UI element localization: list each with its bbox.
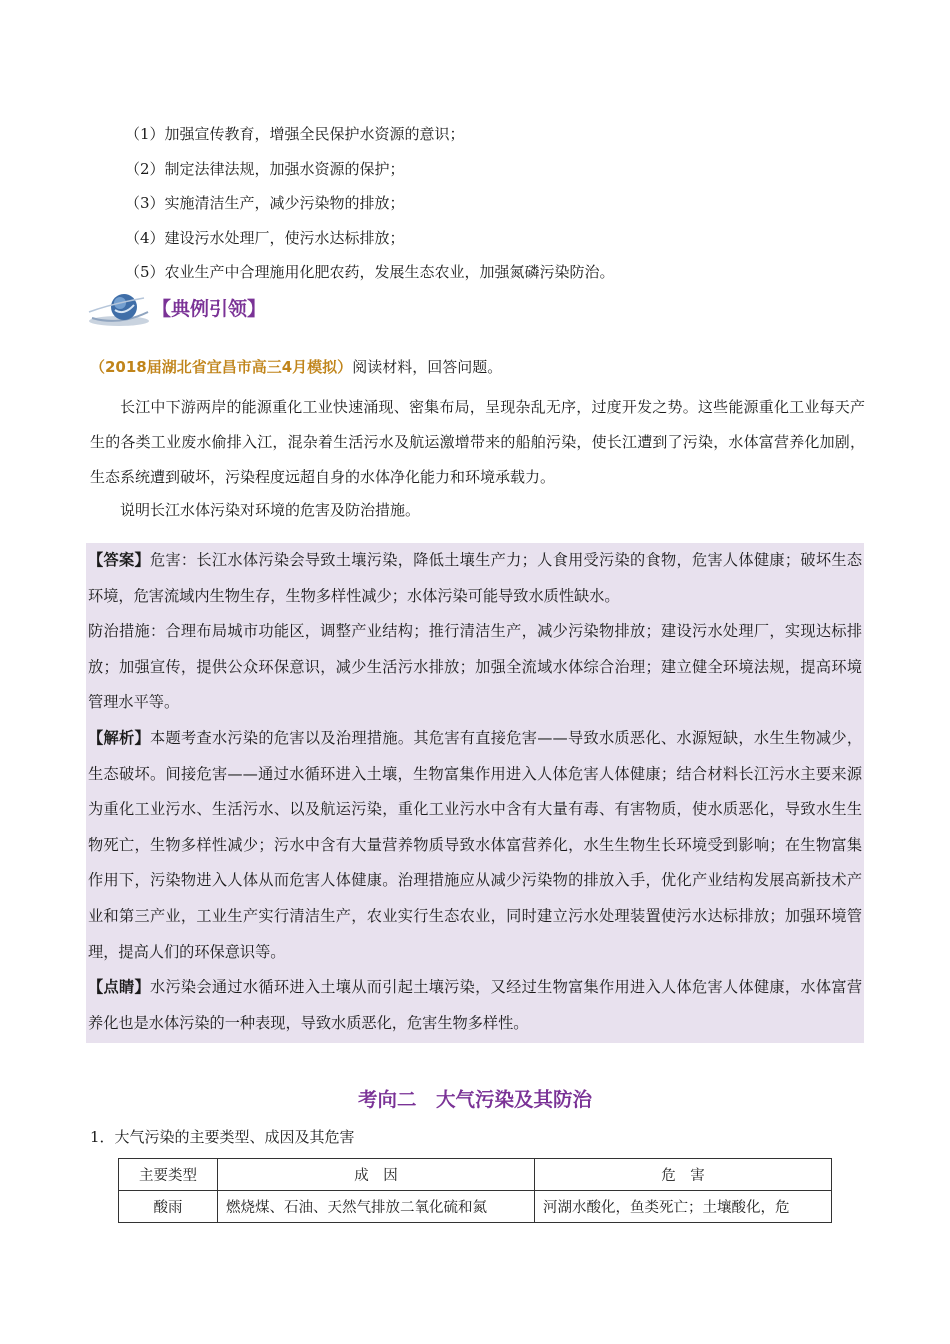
analysis-paragraph xyxy=(86,721,864,970)
section-title: 【典例引领】 xyxy=(152,298,267,320)
answer-paragraph xyxy=(86,543,864,614)
measure-item: （4）建设污水处理厂，使污水达标排放； xyxy=(125,228,405,247)
measure-item: （5）农业生产中合理施用化肥农药，发展生态农业，加强氮磷污染防治。 xyxy=(125,263,615,281)
measure-item: （2）制定法律法规，加强水资源的保护； xyxy=(125,159,405,178)
subsection-title: 1．大气污染的主要类型、成因及其危害 xyxy=(90,1128,355,1146)
exam-source: （2018届湖北省宜昌市高三4月模拟） xyxy=(90,358,353,376)
table-header-row xyxy=(119,1159,832,1191)
header-type: 主要类型 xyxy=(119,1159,218,1191)
example-prompt: 阅读材料，回答问题。 xyxy=(352,358,503,376)
measure-item: （1）加强宣传教育，增强全民保护水资源的意识； xyxy=(125,125,465,143)
section-heading: 考向二 大气污染及其防治 xyxy=(357,1088,592,1111)
air-pollution-table xyxy=(118,1158,832,1223)
answer-label: 【答案】 xyxy=(88,551,150,569)
reading-material: 长江中下游两岸的能源重化工业快速涌现、密集布局，呈现杂乱无序，过度开发之势。这些能源重化工业每天产生的各类工业废水偷排入江，混杂着生活污水及航运激增带来的船舶污染，使长江遭到了污染，水体富营养化加剧，生态系统遭到破坏，污染程度远超自身的水体净化能力和环境承载力。 xyxy=(90,398,865,486)
measure-item: （3）实施清洁生产，减少污染物的排放； xyxy=(125,194,405,212)
answer-text: 危害：长江水体污染会导致土壤污染，降低土壤生产力；人食用受污染的食物，危害人体健康；破坏生态环境，危害流域内生物生存，生物多样性减少；水体污染可能导致水质性缺水。 xyxy=(88,551,863,605)
table-row xyxy=(119,1191,832,1223)
header-harm: 危 害 xyxy=(535,1159,832,1191)
cell-harm: 河湖水酸化，鱼类死亡；土壤酸化，危 xyxy=(535,1191,832,1223)
globe-icon xyxy=(86,290,152,328)
tip-text: 水污染会通过水循环进入土壤从而引起土壤污染，又经过生物富集作用进入人体危害人体健康，水体富营养化也是水体污染的一种表现，导致水质恶化，危害生物多样性。 xyxy=(88,978,863,1032)
prevention-measures-list xyxy=(125,122,885,295)
section-header xyxy=(86,290,386,330)
cell-cause: 燃烧煤、石油、天然气排放二氧化硫和氮 xyxy=(218,1191,535,1223)
tip-paragraph xyxy=(86,970,864,1041)
cell-type: 酸雨 xyxy=(119,1191,218,1223)
answer-box xyxy=(86,543,864,1043)
question-text: 说明长江水体污染对环境的危害及防治措施。 xyxy=(120,501,421,519)
example-source-line xyxy=(90,356,502,377)
analysis-label: 【解析】 xyxy=(88,728,150,747)
header-cause: 成 因 xyxy=(218,1159,535,1191)
measures-paragraph: 防治措施：合理布局城市功能区，调整产业结构；推行清洁生产，减少污染物排放；建设污水处理厂，实现达标排放；加强宣传，提供公众环保意识，减少生活污水排放；加强全流域水体综合治理；建立健全环境法规，提高环境管理水平等。 xyxy=(88,622,862,712)
analysis-text: 本题考查水污染的危害以及治理措施。其危害有直接危害——导致水质恶化、水源短缺，水生生物减少，生态破坏。间接危害——通过水循环进入土壤，生物富集作用进入人体危害人体健康；结合材料长江污水主要来源为重化工业污水、生活污水、以及航运污染，重化工业污水中含有大量有毒、有害物质，使水质恶化，导致水生生物死亡，生物多样性减少；污水中含有大量营养物质导致水体富营养化，水生生物生长环境受到影响；在生物富集作用下，污染物进入人体从而危害人体健康。治理措施应从减少污染物的排放入手，优化产业结构发展高新技术产业和第三产业，工业生产实行清洁生产，农业实行生态农业，同时建立污水处理装置使污水达标排放；加强环境管理，提高人们的环保意识等。 xyxy=(88,728,862,961)
tip-label: 【点睛】 xyxy=(88,978,150,997)
